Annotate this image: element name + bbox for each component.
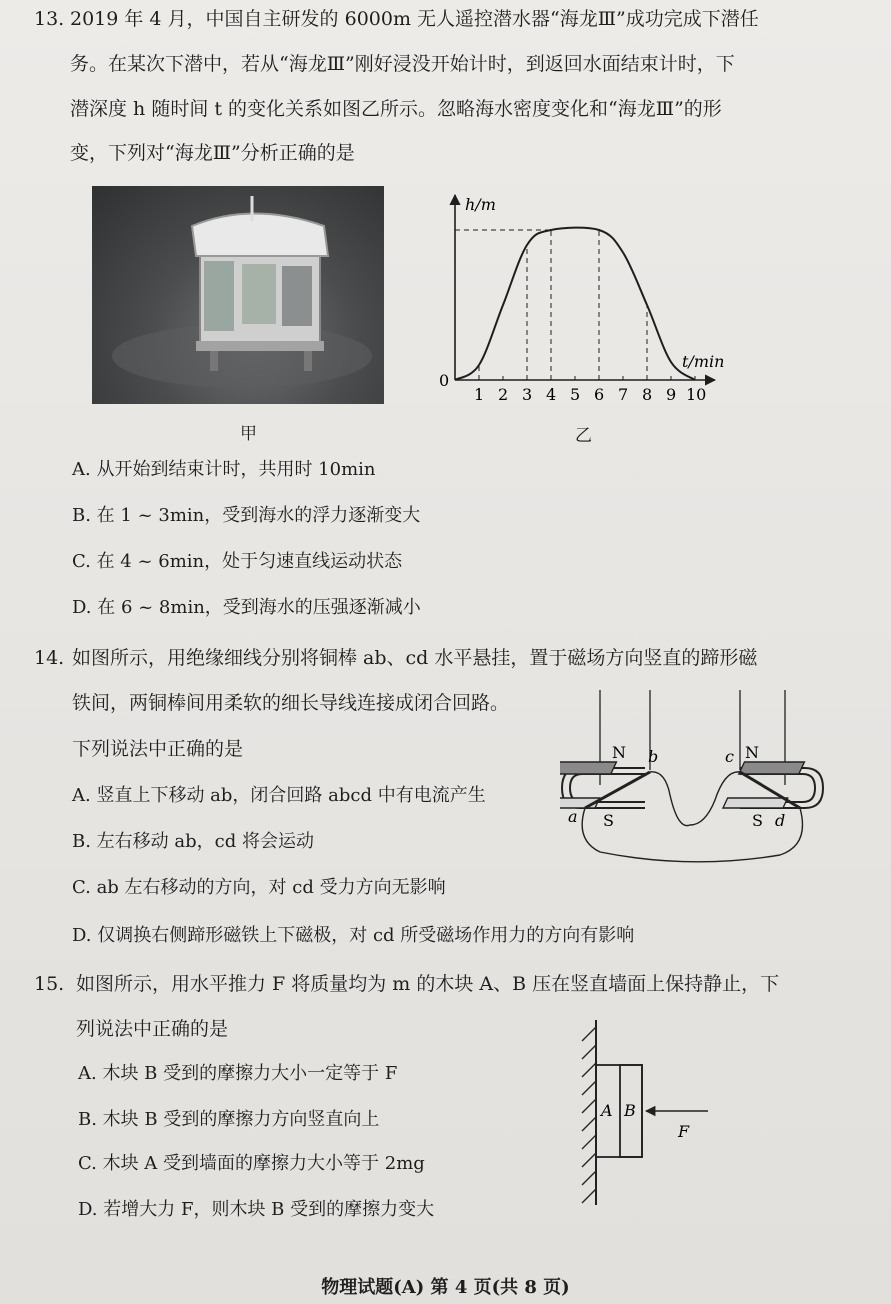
x-tick-label-7: 7 bbox=[618, 385, 629, 404]
figure-yi-caption: 乙 bbox=[575, 426, 592, 446]
figure-jia-caption: 甲 bbox=[240, 424, 257, 444]
label-force-f: F bbox=[678, 1122, 690, 1141]
q15-stem-line1: 如图所示，用水平推力 F 将质量均为 m 的木块 A、B 压在竖直墙面上保持静止，下 bbox=[76, 973, 780, 995]
q14-option-a: A. 竖直上下移动 ab，闭合回路 abcd 中有电流产生 bbox=[72, 785, 486, 806]
q15-option-d: D. 若增大力 F，则木块 B 受到的摩擦力变大 bbox=[78, 1199, 435, 1220]
page-footer: 物理试题(A) 第 4 页(共 8 页) bbox=[321, 1277, 570, 1298]
label-a: a bbox=[568, 807, 578, 826]
q13-option-a: A. 从开始到结束计时，共用时 10min bbox=[72, 459, 376, 480]
label-c: c bbox=[725, 747, 734, 766]
right-magnet-s-label: S bbox=[752, 811, 763, 830]
x-tick-label-9: 9 bbox=[666, 385, 677, 404]
x-tick-label-3: 3 bbox=[522, 385, 533, 404]
x-tick-label-4: 4 bbox=[546, 385, 557, 404]
q15-stem-line2: 列说法中正确的是 bbox=[76, 1018, 229, 1040]
q14-stem-line2: 铁间，两铜棒间用柔软的细长导线连接成闭合回路。 bbox=[72, 692, 510, 714]
submersible-illustration bbox=[92, 186, 384, 404]
q13-stem-line2: 务。在某次下潜中，若从“海龙Ⅲ”刚好浸没开始计时，到返回水面结束计时，下 bbox=[70, 53, 735, 75]
q13-stem-line1: 2019 年 4 月，中国自主研发的 6000m 无人遥控潜水器“海龙Ⅲ”成功完成下潜任 bbox=[70, 8, 759, 30]
q15-option-a: A. 木块 B 受到的摩擦力大小一定等于 F bbox=[78, 1063, 398, 1084]
q15-option-b: B. 木块 B 受到的摩擦力方向竖直向上 bbox=[78, 1109, 380, 1130]
q14-stem-line1: 如图所示，用绝缘细线分别将铜棒 ab、cd 水平悬挂，置于磁场方向竖直的蹄形磁 bbox=[72, 647, 758, 669]
submersible-photo bbox=[92, 186, 384, 404]
label-b: b bbox=[648, 747, 659, 766]
x-tick-label-5: 5 bbox=[570, 385, 581, 404]
q14-option-b: B. 左右移动 ab，cd 将会运动 bbox=[72, 831, 314, 852]
y-axis-label: h/m bbox=[465, 195, 496, 214]
q15-number: 15. bbox=[34, 973, 65, 995]
q14-option-d: D. 仅调换右侧蹄形磁铁上下磁极，对 cd 所受磁场作用力的方向有影响 bbox=[72, 925, 635, 946]
x-axis-label: t/min bbox=[682, 352, 725, 371]
q13-option-b: B. 在 1 ~ 3min，受到海水的浮力逐渐变大 bbox=[72, 505, 421, 526]
q14-option-c: C. ab 左右移动的方向，对 cd 受力方向无影响 bbox=[72, 877, 446, 898]
label-d: d bbox=[775, 811, 786, 830]
left-magnet-s-label: S bbox=[603, 811, 614, 830]
left-magnet-n-label: N bbox=[612, 743, 626, 762]
x-tick-label-6: 6 bbox=[594, 385, 605, 404]
x-tick-label-8: 8 bbox=[642, 385, 653, 404]
origin-label: 0 bbox=[439, 371, 450, 390]
wall-blocks-diagram bbox=[570, 1015, 720, 1215]
q13-stem-line3: 潜深度 h 随时间 t 的变化关系如图乙所示。忽略海水密度变化和“海龙Ⅲ”的形 bbox=[70, 98, 722, 120]
q13-option-c: C. 在 4 ~ 6min，处于匀速直线运动状态 bbox=[72, 551, 403, 572]
q14-stem-line3: 下列说法中正确的是 bbox=[72, 738, 244, 760]
label-block-a: A bbox=[601, 1101, 613, 1120]
depth-time-chart bbox=[425, 190, 725, 420]
q13-option-d: D. 在 6 ~ 8min，受到海水的压强逐渐减小 bbox=[72, 597, 421, 618]
q15-option-c: C. 木块 A 受到墙面的摩擦力大小等于 2mg bbox=[78, 1153, 425, 1174]
x-tick-label-2: 2 bbox=[498, 385, 509, 404]
right-magnet-n-label: N bbox=[745, 743, 759, 762]
q14-number: 14. bbox=[34, 647, 65, 669]
magnet-circuit-diagram bbox=[560, 690, 830, 870]
label-block-b: B bbox=[624, 1101, 636, 1120]
x-tick-label-1: 1 bbox=[474, 385, 485, 404]
x-tick-label-10: 10 bbox=[686, 385, 707, 404]
q13-stem-line4: 变，下列对“海龙Ⅲ”分析正确的是 bbox=[70, 142, 355, 164]
q13-number: 13. bbox=[34, 8, 65, 30]
depth-curve bbox=[455, 228, 695, 380]
